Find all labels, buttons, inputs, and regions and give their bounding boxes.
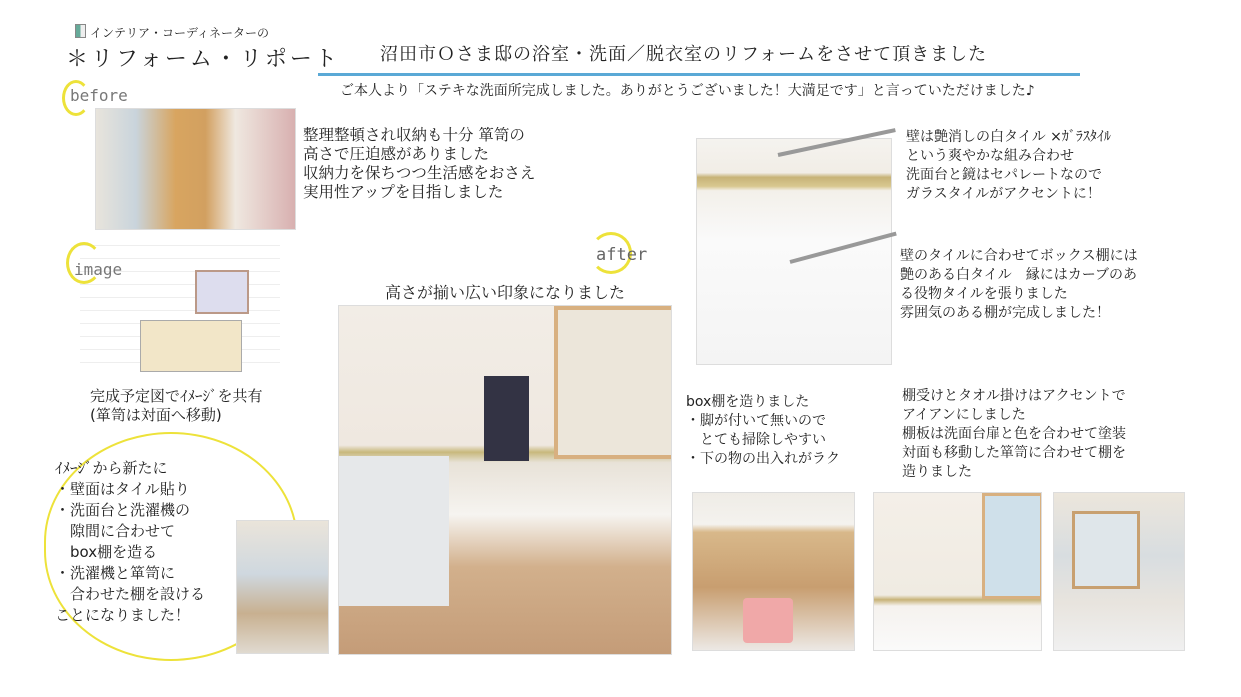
- main-after-photo: [338, 305, 672, 655]
- main-caption: 高さが揃い広い印象になりました: [385, 283, 626, 302]
- shelf-text: 壁のタイルに合わせてボックス棚には 艶のある白タイル 縁にはカーブのあ る役物タイルを張りました 雰囲気のある棚が完成しました！: [900, 248, 1138, 321]
- mirror-shelf-photo: [873, 492, 1042, 651]
- wall-text: 壁は艶消しの白タイル ×ｶﾞﾗｽﾀｲﾙ という爽やかな組み合わせ 洗面台と鏡はセパレートなので ガラスタイルがアクセントに！: [906, 129, 1111, 202]
- beginner-mark-icon: [75, 24, 86, 38]
- washing-machine: [339, 456, 449, 606]
- iron-text: 棚受けとタオル掛けはアクセントで アイアンにしました 棚板は洗面台扉と色を合わせて塗装 対面も移動した箪笥に合わせて棚を 造りました: [902, 388, 1126, 480]
- headline-underline: [318, 73, 1080, 76]
- image-caption: 完成予定図でｲﾒｰｼﾞを共有 (箪笥は対面へ移動): [90, 387, 263, 424]
- window: [1072, 511, 1140, 589]
- mirror: [982, 493, 1042, 599]
- pink-basket: [743, 598, 793, 643]
- image-label: image: [74, 260, 123, 279]
- sketch-image: [80, 235, 280, 375]
- wall-tile-photo: [696, 138, 892, 365]
- mirror: [554, 306, 672, 459]
- sketch-mirror: [195, 270, 249, 314]
- window-shelf-photo: [1053, 492, 1185, 651]
- headline: 沼田市Ｏさま邸の浴室・洗面／脱衣室のリフォームをさせて頂きました: [380, 44, 988, 65]
- header-title: ＊リフォーム・リポート: [66, 47, 340, 72]
- customer-quote: ご本人より「ステキな洗面所完成しました。ありがとうございました！大満足です」と言っていただけました♪: [340, 83, 1035, 99]
- sketch-vanity: [140, 320, 242, 372]
- before-text: 整理整頓され収納も十分 箪笥の 高さで圧迫感がありました 収納力を保ちつつ生活感をおさえ 実用性アップを目指しました: [303, 126, 536, 201]
- after-label: after: [596, 245, 648, 265]
- bubble-text: ｲﾒｰｼﾞから新たに ・壁面はタイル貼り ・洗面台と洗濯機の 隙間に合わせて box棚を造る ・洗濯機と箪笥に 合わせた棚を設ける ことになりました！: [55, 459, 206, 624]
- small-window-photo: [236, 520, 329, 654]
- box-shelf-photo: [692, 492, 855, 651]
- before-label: before: [70, 86, 128, 105]
- before-photo: [95, 108, 296, 230]
- header-subtitle: インテリア・コーディネーターの: [90, 26, 270, 40]
- box-text: box棚を造りました ・脚が付いて無いので とても掃除しやすい ・下の物の出入れがラク: [686, 394, 840, 467]
- towel: [484, 376, 529, 461]
